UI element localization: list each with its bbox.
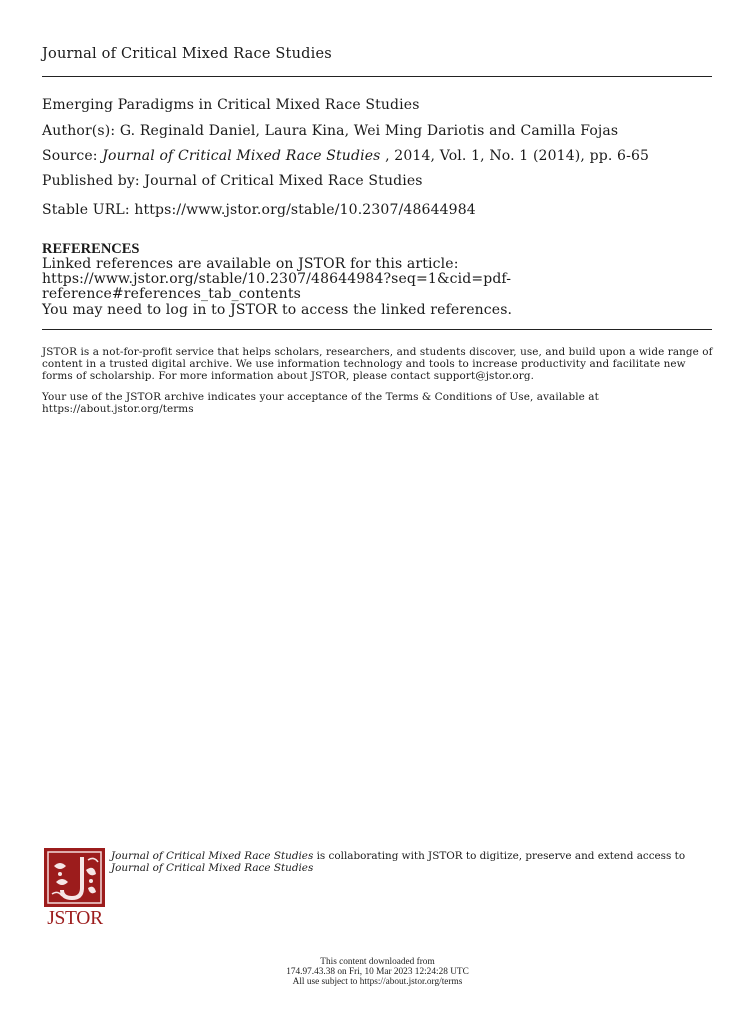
footer-line-2: 174.97.43.38 on Fri, 10 Mar 2023 12:24:28 UTC [286,967,469,978]
stable-url-link[interactable]: https://www.jstor.org/stable/10.2307/48644984 [134,202,476,218]
jstor-logo [43,848,107,934]
article-title: Emerging Paradigms in Critical Mixed Race Studies [42,97,420,113]
stable-url [42,202,476,218]
header-divider [42,76,712,77]
source-details: , 2014, Vol. 1, No. 1 (2014), pp. 6-65 [380,148,650,164]
collab-middle: is collaborating with JSTOR to digitize, preserve and extend access to [313,850,686,862]
terms-notice: Your use of the JSTOR archive indicates your acceptance of the Terms & Conditions of Use, available at https://about.jstor.org/terms [42,391,599,415]
footer-line-1: This content downloaded from [320,957,435,967]
collaboration-notice [111,850,711,874]
collab-journal-2: Journal of Critical Mixed Race Studies [111,862,314,874]
download-footer [0,957,755,988]
source-label: Source: [42,148,103,164]
references-heading: REFERENCES [42,241,140,257]
article-source [42,148,649,164]
publisher-value: Journal of Critical Mixed Race Studies [144,173,423,189]
authors-value: G. Reginald Daniel, Laura Kina, Wei Ming Dariotis and Camilla Fojas [119,123,619,139]
stable-url-label: Stable URL: [42,202,135,218]
references-link[interactable]: https://www.jstor.org/stable/10.2307/48644984?seq=1&cid=pdf- [42,271,512,287]
publisher-label: Published by: [42,173,145,189]
references-login-note: You may need to log in to JSTOR to access the linked references. [42,302,513,318]
journal-header: Journal of Critical Mixed Race Studies [42,46,332,62]
jstor-logo-wordmark: JSTOR [47,908,103,929]
section-divider [42,329,712,330]
jstor-logo-emblem [44,848,105,907]
jstor-about-notice: JSTOR is a not-for-profit service that helps scholars, researchers, and students discover, use, and build upon a wide range of content in a trusted digital archive. We use information technology and tools to increase productivity and facilitate new forms of scholarship. For more information about JSTOR, please contact support@jstor.org. [42,346,713,382]
footer-line-3: All use subject to https://about.jstor.org/terms [292,977,463,988]
authors-label: Author(s): [42,123,120,139]
source-journal: Journal of Critical Mixed Race Studies [102,148,381,164]
jstor-emblem-icon [44,848,105,907]
collab-journal: Journal of Critical Mixed Race Studies [111,850,314,862]
references-link-continued[interactable]: reference#references_tab_contents [42,286,301,302]
article-publisher [42,173,423,189]
article-authors [42,123,618,139]
references-intro: Linked references are available on JSTOR for this article: [42,256,459,272]
